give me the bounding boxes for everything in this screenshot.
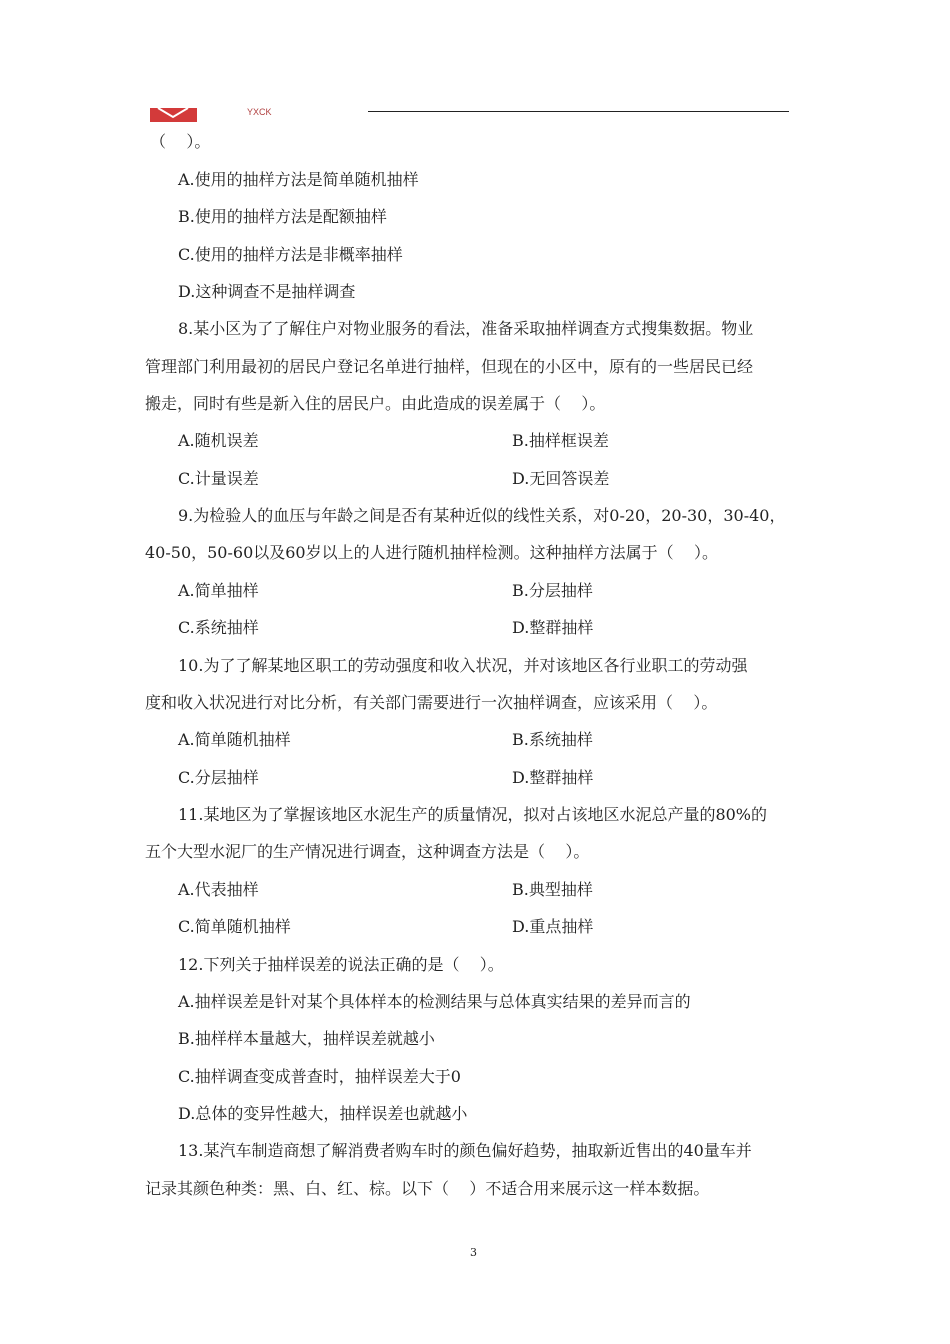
text-line: D.重点抽样 [512, 917, 594, 936]
text-line: C.抽样调查变成普查时，抽样误差大于0 [178, 1067, 461, 1086]
text-line: D.无回答误差 [512, 469, 610, 488]
text-line: A.简单抽样 [178, 581, 259, 600]
text-line: B.抽样样本量越大，抽样误差就越小 [178, 1029, 435, 1048]
text-line: A.抽样误差是针对某个具体样本的检测结果与总体真实结果的差异而言的 [178, 992, 691, 1011]
text-line: 13.某汽车制造商想了解消费者购车时的颜色偏好趋势，抽取新近售出的40量车并 [178, 1141, 752, 1160]
header-rule [368, 111, 789, 112]
page-number: 3 [470, 1246, 477, 1259]
text-line: 度和收入状况进行对比分析，有关部门需要进行一次抽样调查，应该采用（ ）。 [145, 693, 718, 712]
text-line: B.系统抽样 [512, 730, 593, 749]
text-line: C.简单随机抽样 [178, 917, 291, 936]
text-line: 10.为了了解某地区职工的劳动强度和收入状况，并对该地区各行业职工的劳动强 [178, 656, 748, 675]
text-line: C.使用的抽样方法是非概率抽样 [178, 245, 403, 264]
text-line: 8.某小区为了了解住户对物业服务的看法，准备采取抽样调查方式搜集数据。物业 [178, 319, 754, 338]
text-line: A.使用的抽样方法是简单随机抽样 [178, 170, 419, 189]
text-line: C.系统抽样 [178, 618, 259, 637]
text-line: 11.某地区为了掌握该地区水泥生产的质量情况，拟对占该地区水泥总产量的80%的 [178, 805, 768, 824]
text-line: A.简单随机抽样 [178, 730, 291, 749]
text-line: 12.下列关于抽样误差的说法正确的是（ ）。 [178, 955, 504, 974]
text-line: D.整群抽样 [512, 618, 594, 637]
text-line: A.代表抽样 [178, 880, 259, 899]
text-line: B.抽样框误差 [512, 431, 609, 450]
text-line: D.这种调查不是抽样调查 [178, 282, 356, 301]
logo-icon [150, 108, 197, 122]
text-line: A.随机误差 [178, 431, 259, 450]
text-line: 五个大型水泥厂的生产情况进行调查，这种调查方法是（ ）。 [145, 842, 590, 861]
text-line: 9.为检验人的血压与年龄之间是否有某种近似的线性关系，对0-20，20-30，30-40， [178, 506, 786, 525]
text-line: 管理部门利用最初的居民户登记名单进行抽样，但现在的小区中，原有的一些居民已经 [145, 357, 754, 376]
text-line: 搬走，同时有些是新入住的居民户。由此造成的误差属于（ ）。 [145, 394, 606, 413]
text-line: C.分层抽样 [178, 768, 259, 787]
text-line: 记录其颜色种类：黑、白、红、棕。以下（ ）不适合用来展示这一样本数据。 [145, 1179, 710, 1198]
text-line: D.整群抽样 [512, 768, 594, 787]
text-line: B.分层抽样 [512, 581, 593, 600]
text-line: B.使用的抽样方法是配额抽样 [178, 207, 387, 226]
text-line: （ ）。 [150, 132, 211, 151]
text-line: B.典型抽样 [512, 880, 593, 899]
text-line: 40-50，50-60以及60岁以上的人进行随机抽样检测。这种抽样方法属于（ ）。 [145, 543, 718, 562]
text-line: D.总体的变异性越大，抽样误差也就越小 [178, 1104, 468, 1123]
text-line: C.计量误差 [178, 469, 259, 488]
header-brand: YXCK [247, 107, 272, 117]
